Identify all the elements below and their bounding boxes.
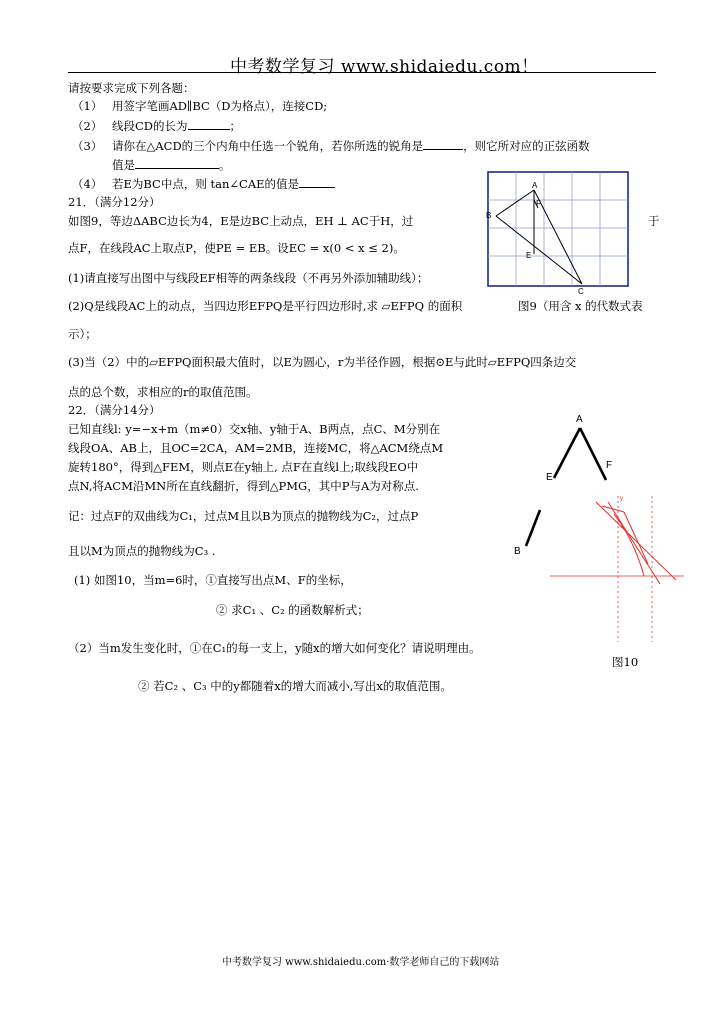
q22-part2b: ② 若C₂ 、C₃ 中的y都随着x的增大而减小,写出x的取值范围。 (138, 679, 452, 693)
q22-line5: 记：过点F的双曲线为C₁，过点M且以B为顶点的抛物线为C₂，过点P (68, 509, 419, 523)
plot-axis-mark: y (620, 496, 623, 502)
figure-9 (486, 170, 632, 296)
q22-line4: 点N,将ACM沿MN所在直线翻折，得到△PMG，其中P与A为对称点. (68, 479, 419, 493)
q20-item-4-text: 若E为BC中点，则 tan∠CAE的值是 (112, 177, 300, 191)
q21-part3b: 点的总个数，求相应的r的取值范围。 (68, 385, 258, 399)
q20-item-2 (112, 118, 241, 134)
page-footer: 中考数学复习 www.shidaiedu.com·数学老师自己的下载网站 (222, 957, 500, 968)
wedge-label-a: A (576, 414, 583, 425)
fig9-label-e: E (526, 251, 532, 260)
q20-item-4 (112, 176, 335, 192)
fig9-frame (488, 172, 628, 286)
q21-part2c: 示）； (68, 327, 97, 341)
fig9-label-f: F (536, 199, 541, 208)
fig9-label-b: B (486, 211, 492, 220)
q20-item-3b-after: 。 (219, 158, 231, 172)
q20-item-2-text: 线段CD的长为 (112, 119, 188, 133)
header-rule (68, 72, 656, 73)
q22-line6: 且以M为顶点的抛物线为C₃ . (68, 544, 216, 558)
q21-line1: 如图9，等边ΔABC边长为4，E是边BC上动点，EH ⊥ AC于H，过 (68, 214, 414, 228)
q21-part3a: (3)当（2）中的▱EFPQ面积最大值时，以E为圆心，r为半径作圆，根据⊙E与此时▱EFPQ四条边交 (68, 355, 577, 369)
q22-part2a: （2）当m发生变化时，①在C₁的每一支上，y随x的增大如何变化？请说明理由。 (68, 641, 481, 655)
q21-line2: 点F，在线段AC上取点P，使PE = EB。设EC = x(0 < x ≤ 2)。 (68, 241, 405, 255)
q20-item-4-num: （4） (72, 177, 103, 191)
q21-part2a: (2)Q是线段AC上的动点，当四边形EFPQ是平行四边形时,求 ▱EFPQ 的面积 (68, 299, 463, 313)
q20-item-3-text: 请你在△ACD的三个内角中任选一个锐角，若你所选的锐角是 (112, 139, 424, 153)
q20-item-2-after: ； (229, 119, 242, 133)
figure-10-caption: 图10 (612, 655, 639, 669)
q21-part1: (1)请直接写出图中与线段EF相等的两条线段（不再另外添加辅助线）； (68, 271, 429, 285)
q20-item-3-num: （3） (72, 139, 103, 153)
fig9-label-c: C (578, 287, 584, 296)
answer-blank (299, 178, 335, 188)
q22-part1a: (1) 如图10，当m=6时，①直接写出点M、F的坐标， (74, 573, 352, 587)
q22-line1: 已知直线l: y=−x+m（m≠0）交x轴、y轴于A、B两点，点C、M分别在 (68, 422, 441, 436)
q22-line3: 旋转180°，得到△FEM，则点E在y轴上, 点F在直线l上;取线段EO中 (68, 460, 419, 474)
q22-heading: 22．（满分14分） (68, 403, 161, 417)
q21-line1-tail: 于 (648, 214, 660, 228)
q21-heading: 21．（满分12分） (68, 195, 161, 209)
q20-item-3b (112, 157, 231, 173)
figure-10-plot (548, 492, 688, 648)
q20-item-1-num: （1） (72, 99, 103, 113)
q22-line2: 线段OA、AB上，且OC=2CA，AM=2MB，连接MC，将△ACM绕点M (68, 441, 444, 455)
answer-blank (135, 159, 219, 169)
q20-item-3 (112, 138, 590, 154)
answer-blank (423, 140, 463, 150)
plot-curves (596, 502, 676, 584)
page-header-title: 中考数学复习 www.shidaiedu.com！ (230, 57, 539, 77)
wedge-label-e: E (546, 472, 553, 483)
fig9-label-a: A (532, 181, 538, 190)
q20-item-1-text: 用签字笔画AD∥BC（D为格点），连接CD; (112, 99, 328, 113)
q20-item-3b-text: 值是 (112, 158, 135, 172)
q22-part1b: ② 求C₁ 、C₂ 的函数解析式； (216, 603, 369, 617)
intro-text: 请按要求完成下列各题： (68, 81, 195, 95)
q20-item-3-mid: ，则它所对应的正弦函数 (463, 139, 590, 153)
q21-part2b: 图9（用含 x 的代数式表 (518, 299, 643, 313)
q20-item-2-num: （2） (72, 119, 103, 133)
wedge-label-f: F (606, 460, 613, 471)
answer-blank (188, 120, 230, 130)
wedge-label-b: B (514, 546, 521, 557)
